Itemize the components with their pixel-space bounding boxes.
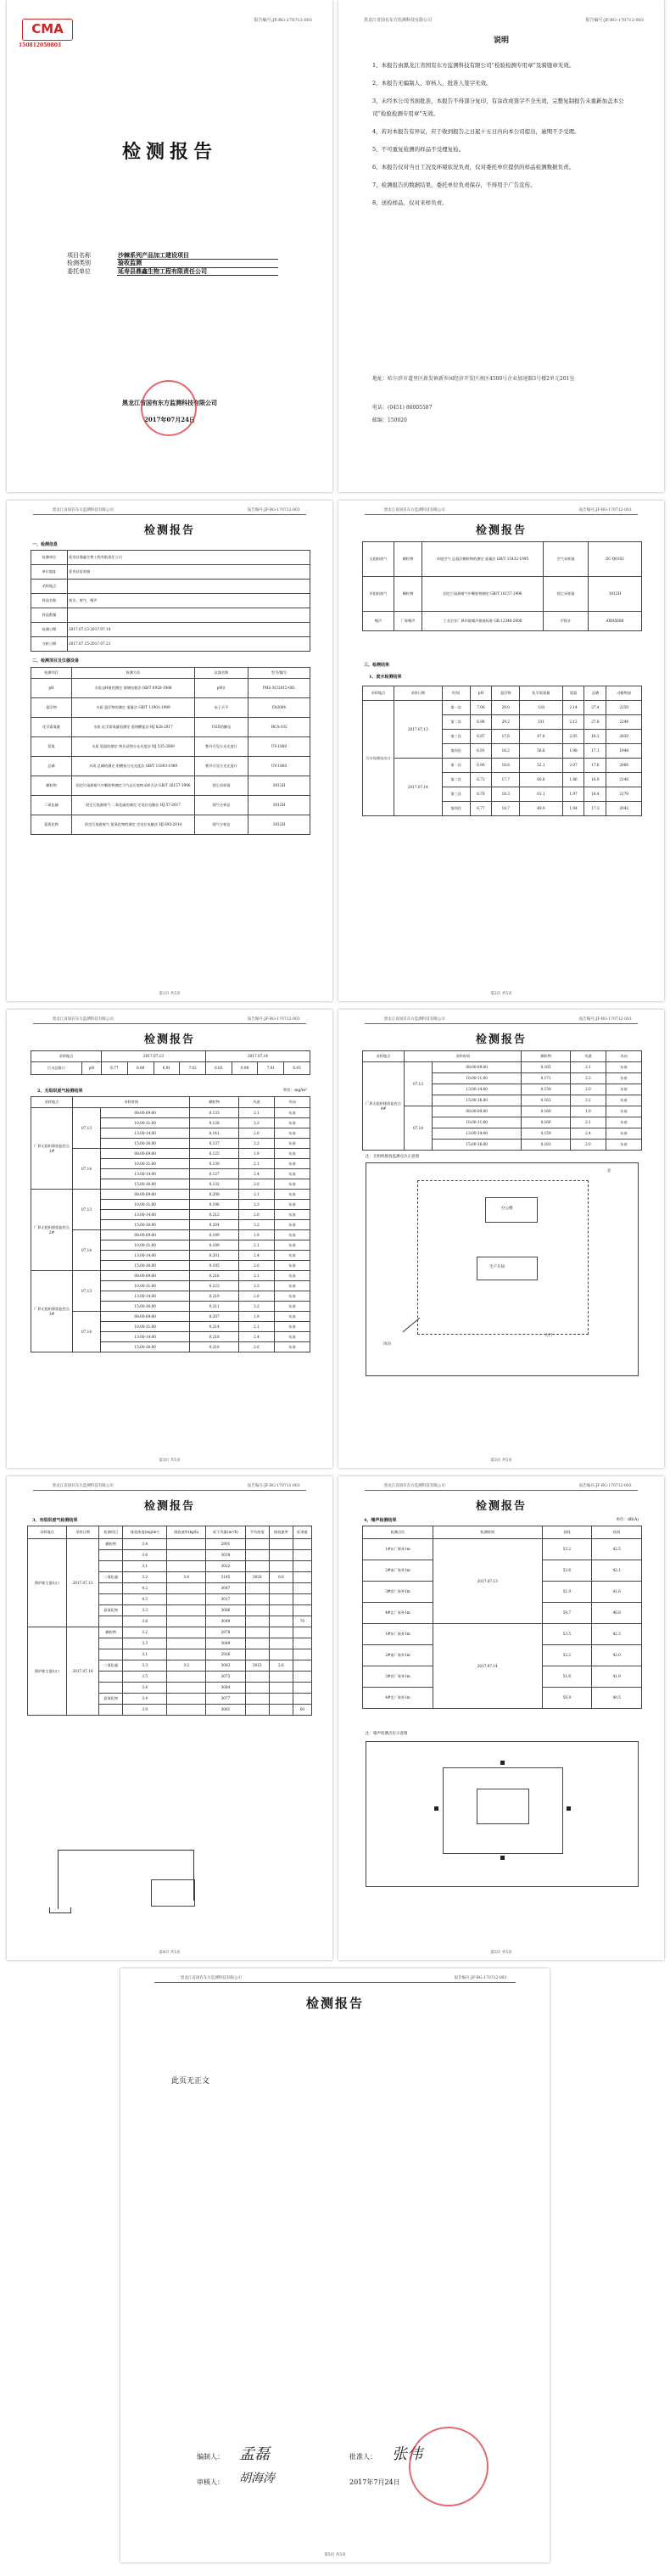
- table-row: 10:00-11:00 0.196 2.3 东南: [31, 1200, 310, 1210]
- info-table: [31, 550, 310, 652]
- cover-report-no: 报告编号:JF-BG-170712-003: [254, 18, 312, 23]
- cover-page: [7, 0, 332, 492]
- page-header-lab: 黑龙江省国有东方监测科技有限公司: [180, 1976, 242, 1980]
- report-page-4: [338, 1010, 664, 1468]
- table-row: 厂界无组织排放监控点2# 07.13 08:00-09:00 0.208 2.1 东南: [31, 1190, 310, 1200]
- blank-note: 此页无正文: [171, 2077, 210, 2086]
- table-row: 07.14 08:00-09:00 0.199 1.9 东南: [31, 1230, 310, 1240]
- approval-seal: [409, 2427, 489, 2506]
- cover-value: 验收监测: [117, 260, 278, 267]
- approved-signature: 张伟: [392, 2445, 422, 2463]
- note-item: 5、不可重复检测的样品不受理复检。: [372, 146, 465, 153]
- table-row: 4#北厂界外1m 50.7 40.8: [363, 1603, 642, 1624]
- table-row: 3.5 3073: [28, 1672, 312, 1683]
- notes-lab: 黑龙江省国有东方监测科技有限公司: [364, 18, 433, 23]
- table-row: 3.8 3049 70: [28, 1616, 312, 1627]
- cover-date: 2017年07月24日: [144, 416, 195, 423]
- table-row: 氮氧化物 3.4 3077: [28, 1694, 312, 1705]
- approved-label: 批准人：: [349, 2453, 377, 2461]
- info-value: [68, 608, 310, 623]
- info-value: 废水、废气、噪声: [68, 594, 310, 608]
- unit-label: 单位：dB(A): [616, 1518, 639, 1522]
- info-label: 检测单位: [31, 551, 68, 565]
- table-row: 4#北厂界外1m 50.9 40.5: [363, 1688, 642, 1709]
- table-row: pH 水质 pH值的测定 玻璃电极法 GB/T 6920-1986 pH计 PHS-3C/2015-001: [31, 679, 310, 698]
- table-row: 污水处理站出口 2017.07.13 第一次 7.06 29.0 128 2.14 27.4 2250: [363, 701, 642, 715]
- noise-point-3: [434, 1806, 438, 1811]
- notes-post: 邮编：150020: [372, 417, 407, 423]
- cover-value: 延寿县鼎鑫生物工程有限责任公司: [117, 267, 278, 275]
- report-page-5: [7, 1476, 332, 1960]
- table-row: 10:00-11:00 0.171 2.3 东南: [363, 1073, 642, 1084]
- table-row: 13:00-14:00 0.159 2.4 东南: [363, 1128, 642, 1140]
- page-title: 检测报告: [305, 1996, 364, 2011]
- cover-label: 委托单位: [67, 267, 91, 275]
- note-item: 6、本报告仅对当日工况及环境状况负责，仅对委托单位提供的样品检测数据负责。: [372, 164, 575, 171]
- notes-heading: 说明: [493, 36, 509, 45]
- section-heading: 三、检测结果: [364, 663, 390, 668]
- note-item: 7、检测报告的数据结果，委托单位负责保存，不得用于广告宣传。: [372, 182, 536, 188]
- info-label: 样品数量: [31, 608, 68, 623]
- prepared-label: 编制人：: [197, 2453, 224, 2461]
- table-row: 13:00-14:00 0.218 2.4 东南: [31, 1332, 310, 1342]
- cover-value: 沙棘系列产品加工建设项目: [117, 252, 278, 260]
- page-title: 检测报告: [143, 524, 195, 537]
- table-row: 10:00-11:00 0.166 2.1 东南: [363, 1117, 642, 1128]
- table-row: 15:00-16:00 0.137 2.2 东南: [31, 1139, 310, 1149]
- table-row: 13:00-14:00 0.127 2.4 东南: [31, 1169, 310, 1179]
- fugitive-table-cont: 采样地点 采样时间 颗粒物 风速 风向 厂界无组织排放监控点4# 07.13 08:00-09:00 0.165 2.1 东南 10:00-11:00 0.171 2.3 东南 13:00-14:00 0.158 2.0 东南 15:00-16:00 0.162 2.2 东南 07.14 08:00-09:00 0.160 1.9 东南 10:00-11:00 0.166 2.1 东南 13:00-14:00 0.159 2.4 东南 15:00-16:00 0.163 2.0 东南: [362, 1050, 642, 1151]
- section-heading: 二、检测项目及仪器设备: [32, 658, 80, 664]
- table-row: 厂界无组织排放监控点3# 07.13 08:00-09:00 0.216 2.1 东南: [31, 1271, 310, 1281]
- cma-logo: [22, 19, 73, 41]
- page-footer: 第2页 共5页: [490, 992, 512, 996]
- noise-table: 检测点位 检测时间 昼间 夜间 1#东厂界外1m 2017.07.13 53.2 42.5 2#南厂界外1m 52.6 42.1 3#西厂界外1m 51.9 41.6 4#北厂界外1m 50.7 40.8 1#东厂界外1m 2017.07.14 53.5 42.3 2#南厂界外1m 52.2 42.0 3#西厂界外1m 51.6 41.9 4#北厂界外1m 50.9 40.5: [362, 1526, 642, 1709]
- table-row: 15:00-16:00 0.132 2.0 东南: [31, 1179, 310, 1190]
- stack-diagram: [58, 1841, 261, 1918]
- table-row: 3#西厂界外1m 51.6 41.9: [363, 1666, 642, 1688]
- diagram-note: 注：噪声检测点位示意图: [366, 1732, 408, 1736]
- reviewed-label: 审核人：: [197, 2478, 224, 2486]
- page-title: 检测报告: [143, 1500, 195, 1513]
- table-row: 化学需氧量 水质 化学需氧量的测定 重铬酸盐法 HJ 828-2017 COD消解仪 HCA-102: [31, 718, 310, 737]
- info-value: 延寿县鼎鑫生物工程有限责任公司: [68, 551, 310, 565]
- sub-heading: 4、噪声检测结果: [364, 1518, 397, 1523]
- table-row: 3.9 3061 60: [28, 1705, 312, 1716]
- cover-label: 项目名称: [67, 252, 91, 260]
- table-row: 13:00-14:00 0.141 2.0 东南: [31, 1128, 310, 1139]
- table-row: 3.1 2926: [28, 1649, 312, 1660]
- table-row: 10:00-11:00 0.128 2.3 东南: [31, 1118, 310, 1128]
- report-page-2: [338, 501, 664, 1001]
- table-row: 总磷 水质 总磷的测定 钼酸铵分光光度法 GB/T 11893-1989 紫外可见分光光度计 UV-1800: [31, 757, 310, 776]
- table-row: 15:00-16:00 0.195 2.0 东南: [31, 1261, 310, 1271]
- table-row: 07.14 08:00-09:00 0.160 1.9 东南: [363, 1106, 642, 1117]
- table-row: 锅炉除尘器出口 2017.07.14 颗粒物 3.2 2978: [28, 1627, 312, 1638]
- table-row: 07.14 08:00-09:00 0.207 1.9 东南: [31, 1312, 310, 1322]
- table-row: 氨氮 水质 氨氮的测定 纳氏试剂分光光度法 HJ 535-2009 紫外可见分光光度计 UV-1800: [31, 737, 310, 757]
- unit-label: 单位：mg/m³: [282, 1089, 307, 1093]
- note-item: 4、若对本报告有异议，应于收到报告之日起十五日内向本公司提出，逾期不予受理。: [372, 128, 580, 135]
- wastewater-table: 采样地点 采样日期 时间 pH 悬浮物 化学需氧量 氨氮 总磷 动植物油 污水处理站出口 2017.07.13 第一次 7.06 29.0 128 2.14 27.4 2250 第二次 6.98 29.2 131 2.12 27.8 2244 第三次 6.87 17.6 47.8 2.05 16.3 2830 第四次 6.91 18.2 56.6 1.98 17.1 1948 2017.07.14 第一次 6.90 18.6 52.1 2.07 17.6 2080 第二次 6.72 17.7 60.6 1.86 16.9 2146 第三次 6.76 18.3 61.1 1.97 18.4 2170 第四次 6.77 18.7 49.9 1.94 17.3 2042: [362, 686, 642, 816]
- report-page-1: [7, 501, 332, 1001]
- table-row: 10:00-11:00 0.214 2.1 东南: [31, 1322, 310, 1332]
- table-row: 15:00-16:00 0.162 2.2 东南: [363, 1095, 642, 1106]
- map-wind: 风向: [383, 1342, 391, 1347]
- page-header-lab: 黑龙江省国有东方监测科技有限公司: [52, 508, 114, 512]
- map-gate: 大门: [544, 1334, 552, 1338]
- noise-point-2: [500, 1856, 505, 1860]
- page-header-lab: 黑龙江省国有东方监测科技有限公司: [383, 508, 445, 512]
- table-header: 型号/编号: [248, 668, 310, 679]
- table-row: 13:00-14:00 0.219 2.0 东南: [31, 1291, 310, 1302]
- table-row: 有组织废气 颗粒物 固定污染源排气中颗粒物测定 GB/T 16157-1996 烟尘采样器 3012H: [363, 577, 642, 612]
- page-header-no: 报告编号:JF-BG-170712-003: [578, 1017, 632, 1022]
- page-footer: 第5页 共5页: [490, 1951, 512, 1955]
- table-row: 2017.07.14 第一次 6.90 18.6 52.1 2.07 17.6 2080: [363, 759, 642, 773]
- notes-report-no: 报告编号:JF-BG-170712-003: [585, 18, 644, 23]
- page-title: 检测报告: [475, 1033, 527, 1046]
- ph-table: 采样地点 2017.07.13 2017.07.14 污水总排口 pH 6.77 6.89 6.91 7.02 6.83 6.98 7.01 6.93: [31, 1050, 310, 1075]
- note-item: 3、未经本公司书面批准，本报告不得部分复印，有涂改或签字不全无效，完整复制报告未重新加盖本公司“检验检测专用章”无效。: [372, 98, 624, 117]
- page-header-no: 报告编号:JF-BG-170712-003: [247, 508, 300, 512]
- table-row: 13:00-14:00 0.201 2.4 东南: [31, 1251, 310, 1261]
- notes-page: [338, 0, 664, 492]
- note-item: 1、本报告由黑龙江省国有东方监测科技有限公司“检验检测专用章”及骑缝章无效。: [372, 62, 575, 69]
- table-row: 第二次 6.98 29.2 131 2.12 27.8 2244: [363, 715, 642, 730]
- map-boundary: [417, 1180, 589, 1335]
- page-title: 检测报告: [475, 1500, 527, 1513]
- table-row: 第四次 6.77 18.7 49.9 1.94 17.3 2042: [363, 802, 642, 816]
- map-building-workshop: 生产车间: [477, 1257, 538, 1280]
- table-row: 1#东厂界外1m 2017.07.13 53.2 42.5: [363, 1539, 642, 1560]
- table-row: 15:00-16:00 0.204 2.2 东南: [31, 1220, 310, 1230]
- info-label: 样品名称: [31, 594, 68, 608]
- map-building-office: 办公楼: [485, 1197, 538, 1223]
- info-label: 采样地点: [31, 580, 68, 594]
- table-row: 第二次 6.72 17.7 60.6 1.86 16.9 2146: [363, 773, 642, 787]
- table-row: 悬浮物 水质 悬浮物的测定 重量法 GB/T 11901-1989 电子天平 FA2004: [31, 698, 310, 718]
- info-value: [68, 580, 310, 594]
- notes-tel: 电话：(0451) 86005587: [372, 405, 433, 411]
- table-row: 15:00-16:00 0.163 2.0 东南: [363, 1140, 642, 1151]
- equipment-table: [31, 667, 310, 835]
- report-page-3: [7, 1010, 332, 1468]
- table-row: 4.2 3047: [28, 1583, 312, 1594]
- page-header-no: 报告编号:JF-BG-170712-003: [454, 1976, 507, 1980]
- table-row: 颗粒物 固定污染源排气中颗粒物测定与气态污染物采样方法 GB/T 16157-1996 烟尘采样器 3012H: [31, 776, 310, 796]
- info-value: 2017.07.13-2017.07.14: [68, 623, 310, 637]
- noise-map: [366, 1741, 639, 1887]
- table-row: 15:00-16:00 0.211 2.2 东南: [31, 1302, 310, 1312]
- table-row: 2#南厂界外1m 52.6 42.1: [363, 1560, 642, 1582]
- info-label: 检测日期: [31, 623, 68, 637]
- page-header-lab: 黑龙江省国有东方监测科技有限公司: [52, 1484, 114, 1488]
- table-row: 3.1 3022: [28, 1561, 312, 1572]
- table-row: 4.3 3017: [28, 1594, 312, 1605]
- notes-address: 地址：哈尔滨市道里区新发镇新乡园经济开发区南区4500号企业加速器3号楼2单元201室: [372, 376, 575, 382]
- equipment-table-cont: [362, 541, 642, 631]
- table-row: 13:00-14:00 0.158 2.0 东南: [363, 1084, 642, 1095]
- noise-point-4: [500, 1761, 505, 1765]
- sub-heading: 1、废水检测结果: [369, 675, 402, 680]
- table-row: 10:00-11:00 0.130 2.1 东南: [31, 1159, 310, 1169]
- sub-heading: 2、无组织废气检测结果: [37, 1089, 83, 1094]
- stack-table: 采样地点 采样日期 检测项目 排放浓度(mg/m³) 排放速率(kg/h) 标干风量(m³/h) 平均浓度 排放速率 标准值 锅炉除尘器出口 2017.07.13 颗粒物 3.4 2901 3.6 3038 3.1 3022 二氧化硫 3.2 3.4 3145 3020 0.6 4.2 3047 4.3 3017 氮氧化物 3.3 3086 3.8 3049 70 锅炉除尘器出口 2017.07.14 颗粒物 3.2 2978 3.3 3049 3.1 2926 二氧化硫 3.3 3.2 3083 3015 2.6 3.5 3073 3.4 3084 氮氧化物 3.4 3077 3.9 3061 60: [27, 1526, 312, 1716]
- table-row: 第三次 6.87 17.6 47.8 2.05 16.3 2830: [363, 730, 642, 744]
- table-row: 13:00-14:00 0.212 2.0 东南: [31, 1210, 310, 1220]
- table-header: 仪器名称: [195, 668, 248, 679]
- sub-heading: 3、有组织废气检测结果: [32, 1518, 78, 1523]
- table-row: 2#南厂界外1m 52.2 42.0: [363, 1645, 642, 1666]
- table-row: 无组织废气 颗粒物 环境空气 总悬浮颗粒物的测定 重量法 GB/T 15432-1995 空气采样器 ZC-Q0102: [363, 542, 642, 577]
- table-row: 锅炉除尘器出口 2017.07.13 颗粒物 3.4 2901: [28, 1539, 312, 1550]
- page-header-no: 报告编号:JF-BG-170712-003: [247, 1484, 300, 1488]
- cover-title: 检测报告: [121, 141, 217, 163]
- page-header-lab: 黑龙江省国有东方监测科技有限公司: [52, 1017, 114, 1022]
- table-row: 15:00-16:00 0.210 2.0 东南: [31, 1342, 310, 1352]
- table-row: 噪声 厂界噪声 工业企业厂界环境噪声排放标准 GB 12348-2008 声级计 AWA5688: [363, 612, 642, 631]
- table-row: 氮氧化物 固定污染源废气 氮氧化物的测定 定电位电解法 HJ 693-2014 烟气分析仪 3012H: [31, 815, 310, 835]
- boiler-box: [151, 1879, 195, 1907]
- noise-map-building: [477, 1789, 529, 1824]
- table-row: 3.4 3084: [28, 1683, 312, 1694]
- page-header-no: 报告编号:JF-BG-170712-003: [578, 508, 632, 512]
- noise-point-1: [567, 1806, 571, 1811]
- info-value: 延寿县延寿镇: [68, 565, 310, 580]
- table-row: 厂界无组织排放监控点1# 07.13 08:00-09:00 0.133 2.1 东南: [31, 1108, 310, 1118]
- report-page-6: [338, 1476, 664, 1960]
- cma-logo-text: CMA: [31, 21, 64, 36]
- cover-company: 黑龙江省国有东方监测科技有限公司: [122, 399, 217, 406]
- table-header: 检测项目: [31, 668, 72, 679]
- table-row: 氮氧化物 3.3 3086: [28, 1605, 312, 1616]
- page-header-no: 报告编号:JF-BG-170712-003: [247, 1017, 300, 1022]
- page-header-lab: 黑龙江省国有东方监测科技有限公司: [383, 1017, 445, 1022]
- table-row: 1#东厂界外1m 2017.07.14 53.5 42.3: [363, 1624, 642, 1645]
- table-row: 第四次 6.91 18.2 56.6 1.98 17.1 1948: [363, 744, 642, 759]
- note-item: 2、本报告无编制人、审核人、批准人签字无效。: [372, 80, 492, 87]
- diagram-note: 注：无组织排放监测点位示意图: [366, 1155, 419, 1159]
- signature-page: [120, 1968, 550, 2562]
- table-row: 10:00-11:00 0.223 2.3 东南: [31, 1281, 310, 1291]
- page-footer: 第5页 共5页: [324, 2553, 346, 2557]
- sign-date: 2017年7月24日: [349, 2478, 400, 2486]
- table-row: 07.14 08:00-09:00 0.125 1.9 东南: [31, 1149, 310, 1159]
- fugitive-table: 采样地点 采样时间 颗粒物 风速 风向 厂界无组织排放监控点1# 07.13 08:00-09:00 0.133 2.1 东南 10:00-11:00 0.128 2.3 东南 13:00-14:00 0.141 2.0 东南 15:00-16:00 0.137 2.2 东南 07.14 08:00-09:00 0.125 1.9 东南 10:00-11:00 0.130 2.1 东南 13:00-14:00 0.127 2.4 东南 15:00-16:00 0.132 2.0 东南 厂界无组织排放监控点2# 07.13 08:00-09:00 0.208 2.1 东南 10:00-11:00 0.196 2.3 东南 13:00-14:00 0.212 2.0 东南 15:00-16:00 0.204 2.2 东南 07.14 08:00-09:00 0.199 1.9 东南 10:00-11:00 0.189 2.1 东南 13:00-14:00 0.201 2.4 东南 15:00-16:00 0.195 2.0 东南 厂界无组织排放监控点3# 07.13 08:00-09:00 0.216 2.1 东南 10:00-11:00 0.223 2.3 东南 13:00-14:00 0.219 2.0 东南 15:00-16:00 0.211 2.2 东南 07.14 08:00-09:00 0.207 1.9 东南 10:00-11:00 0.214 2.1 东南 13:00-14:00 0.218 2.4 东南 15:00-16:00 0.210 2.0 东南: [31, 1096, 310, 1352]
- info-label: 分析日期: [31, 637, 68, 652]
- page-footer: 第4页 共5页: [159, 1951, 181, 1955]
- section-heading: 一、检测信息: [32, 542, 59, 547]
- table-row: 二氧化硫 固定污染源废气 二氧化硫的测定 定电位电解法 HJ 57-2017 烟气分析仪 3012H: [31, 796, 310, 815]
- cover-info-table: [66, 252, 278, 276]
- table-row: 3.3 3049: [28, 1638, 312, 1649]
- cover-label: 检测类别: [67, 260, 91, 267]
- table-row: 污水总排口 pH 6.77 6.89 6.91 7.02 6.83 6.98 7.01 6.93: [31, 1062, 310, 1075]
- table-row: 第三次 6.76 18.3 61.1 1.97 18.4 2170: [363, 787, 642, 802]
- table-row: 3#西厂界外1m 51.9 41.6: [363, 1582, 642, 1603]
- notes-list: [372, 59, 630, 215]
- page-header-no: 报告编号:JF-BG-170712-003: [578, 1484, 632, 1488]
- page-header-lab: 黑龙江省国有东方监测科技有限公司: [383, 1484, 445, 1488]
- table-row: 二氧化硫 3.2 3.4 3145 3020 0.6: [28, 1572, 312, 1583]
- reviewed-signature: 胡海涛: [239, 2472, 275, 2485]
- table-row: 3.6 3038: [28, 1550, 312, 1561]
- cma-number: 150812050803: [19, 42, 62, 48]
- info-label: 单位地址: [31, 565, 68, 580]
- page-footer: 第3页 共5页: [490, 1459, 512, 1463]
- table-header: 检测方法: [72, 668, 195, 679]
- prepared-signature: 孟磊: [239, 2445, 270, 2463]
- page-footer: 第3页 共5页: [159, 1459, 181, 1463]
- page-footer: 第1页 共5页: [159, 992, 181, 996]
- table-row: 10:00-11:00 0.189 2.1 东南: [31, 1240, 310, 1251]
- table-row: 二氧化硫 3.3 3.2 3083 3015 2.6: [28, 1660, 312, 1672]
- page-title: 检测报告: [475, 524, 527, 537]
- site-map: [366, 1162, 639, 1376]
- note-item: 8、送检样品，仅对来样负责。: [372, 199, 448, 206]
- map-north: 北: [607, 1169, 611, 1173]
- page-title: 检测报告: [143, 1033, 195, 1046]
- table-row: 厂界无组织排放监控点4# 07.13 08:00-09:00 0.165 2.1 东南: [363, 1062, 642, 1073]
- company-seal: [141, 380, 197, 436]
- info-value: 2017.07.15-2017.07.21: [68, 637, 310, 652]
